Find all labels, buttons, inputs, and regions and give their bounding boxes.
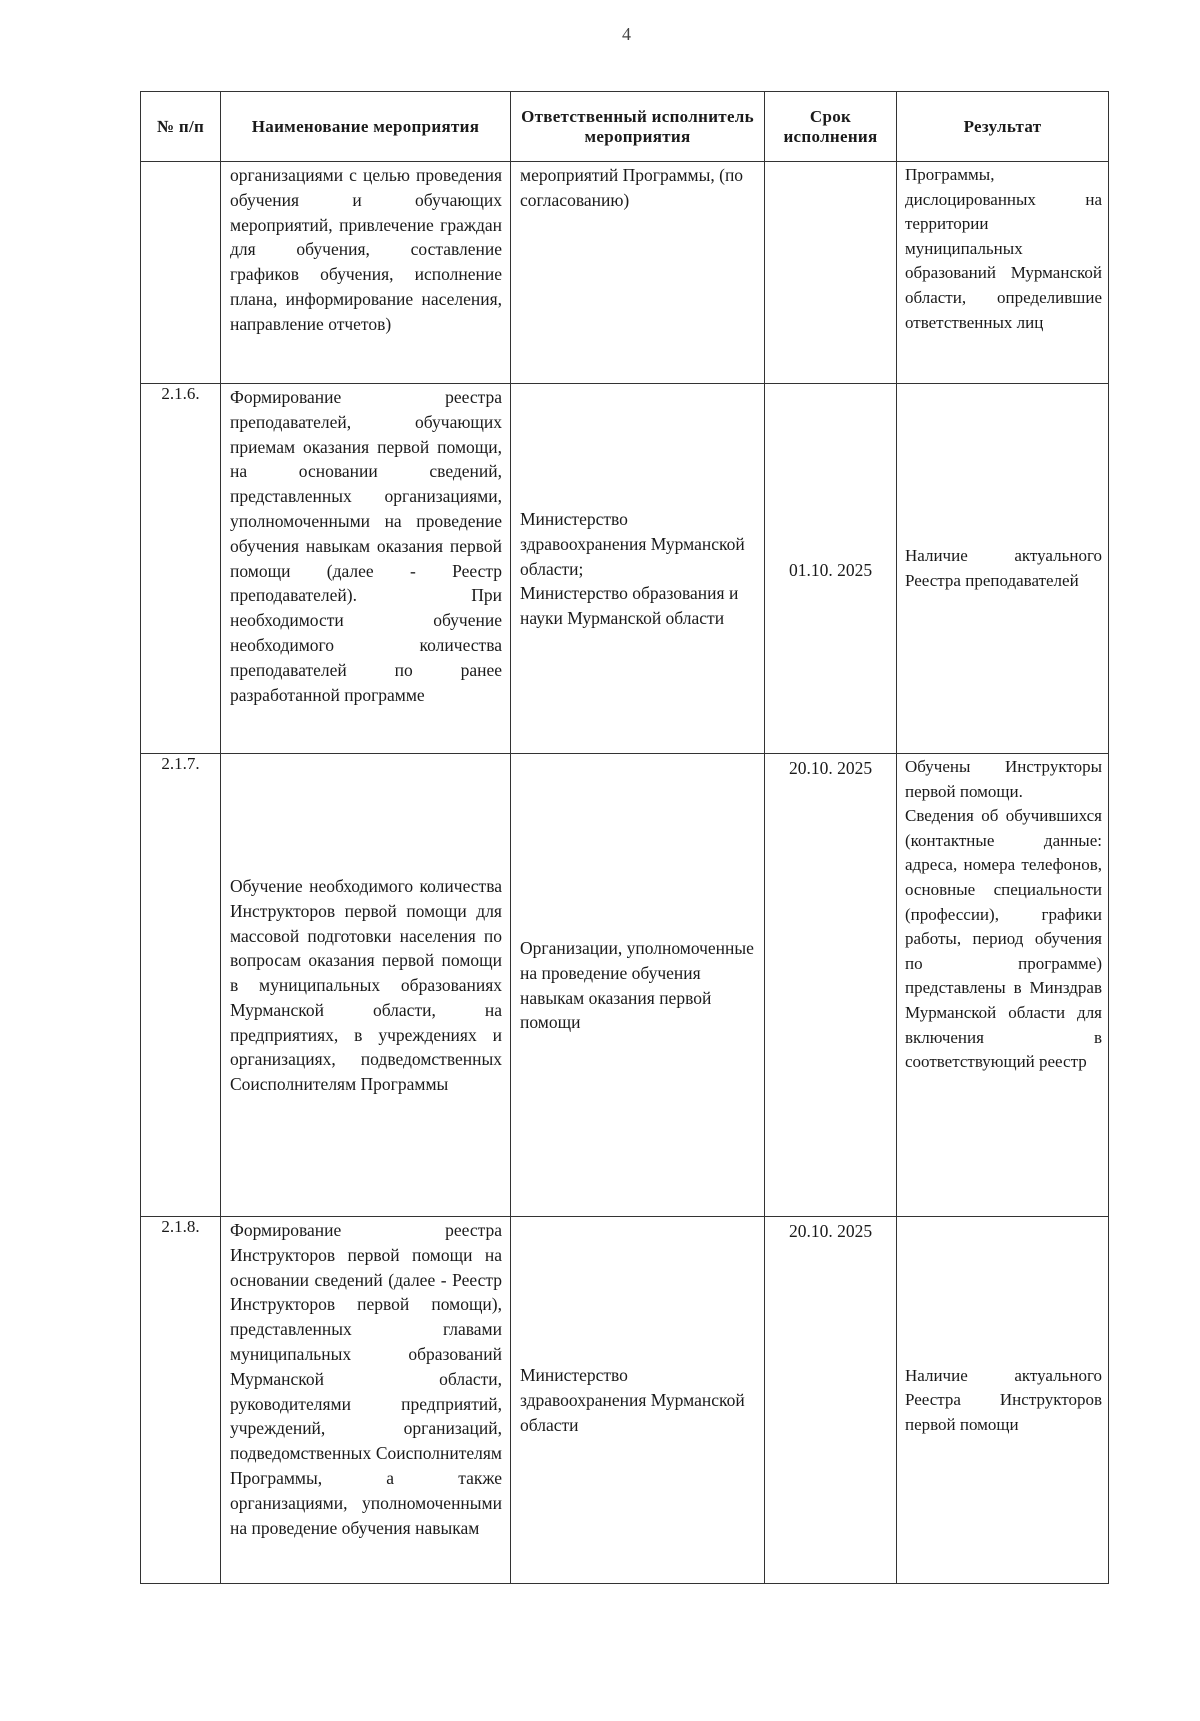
row-name-cell (221, 1217, 511, 1584)
row-responsible: мероприятий Программы, (по согласованию) (520, 165, 744, 210)
row-responsible: Министерство здравоохранения Мурманской области; Министерство образования и науки Мурманской области (520, 509, 745, 629)
row-responsible: Министерство здравоохранения Мурманской области (520, 1365, 745, 1435)
row-name-cell (221, 754, 511, 1217)
header-deadline: Срок исполнения (765, 92, 897, 162)
row-num: 2.1.7. (141, 754, 221, 1217)
row-name: организациями с целью проведения обучения и обучающих мероприятий, привлечение граждан для обучения, составление графиков обучения, исполнение плана, информирование населения, направление отчетов) (230, 165, 502, 334)
header-name: Наименование мероприятия (221, 92, 511, 162)
table-row (141, 754, 1109, 1217)
row-deadline-cell (765, 384, 897, 754)
row-result: Программы, дислоцированных на территории муниципальных образований Мурманской области, определившие ответственных лиц (905, 165, 1102, 332)
row-result-cell (897, 384, 1109, 754)
row-result-cell (897, 162, 1109, 384)
page-number: 4 (622, 24, 631, 44)
row-result-cell (897, 754, 1109, 1217)
row-responsible-cell (511, 162, 765, 384)
table-row (141, 384, 1109, 754)
row-responsible-cell (511, 384, 765, 754)
row-result: Обучены Инструкторы первой помощи. Сведения об обучившихся (контактные данные: адреса, номера телефонов, основные специальности (профессии), графики работы, период обучения по программе) представлены в Минздрав Мурманской области для включения в соответствующий реестр (905, 757, 1102, 1072)
row-num: 2.1.8. (141, 1217, 221, 1584)
header-result: Результат (897, 92, 1109, 162)
header-responsible: Ответственный исполнитель мероприятия (511, 92, 765, 162)
row-name-cell (221, 384, 511, 754)
row-deadline: 01.10. 2025 (788, 560, 873, 580)
row-responsible-cell (511, 754, 765, 1217)
row-responsible: Организации, уполномоченные на проведение обучения навыкам оказания первой помощи (520, 937, 754, 1033)
row-num: 2.1.6. (141, 384, 221, 754)
table-header-row (141, 92, 1109, 162)
row-result: Наличие актуального Реестра Инструкторов первой помощи (905, 1365, 1102, 1434)
row-name: Обучение необходимого количества Инструкторов первой помощи для массовой подготовки населения по вопросам оказания первой помощи в муниципальных образованиях Мурманской области, на предприятиях, в учреждениях и организациях, подведомственных Соисполнителям Программы (230, 875, 502, 1095)
row-name: Формирование реестра Инструкторов первой помощи на основании сведений (далее - Реестр Инструкторов первой помощи), представленных главами муниципальных образований Мурманской области, руководителями предприятий, учреждений, организаций, подведомственных Соисполнителям Программы, а также организациями, уполномоченными на проведение обучения навыкам (230, 1220, 502, 1538)
row-responsible-cell (511, 1217, 765, 1584)
row-deadline: 20.10. 2025 (788, 758, 873, 778)
row-result-cell (897, 1217, 1109, 1584)
row-deadline (765, 162, 896, 166)
row-deadline-cell (765, 1217, 897, 1584)
row-deadline-cell (765, 162, 897, 384)
row-name: Формирование реестра преподавателей, обучающих приемам оказания первой помощи, на основании сведений, представленных организациями, уполномоченными на проведение обучения навыкам оказания первой помощи (далее - Реестр преподавателей). При необходимости обучение необходимого количества преподавателей по ранее разработанной программе (230, 387, 502, 705)
header-num: № п/п (141, 92, 221, 162)
table-row (141, 1217, 1109, 1584)
activities-table (140, 91, 1109, 1584)
row-deadline-cell (765, 754, 897, 1217)
row-num (141, 162, 221, 384)
table-row (141, 162, 1109, 384)
row-name-cell (221, 162, 511, 384)
row-result: Наличие актуального Реестра преподавателей (905, 546, 1102, 590)
row-deadline: 20.10. 2025 (788, 1221, 873, 1241)
